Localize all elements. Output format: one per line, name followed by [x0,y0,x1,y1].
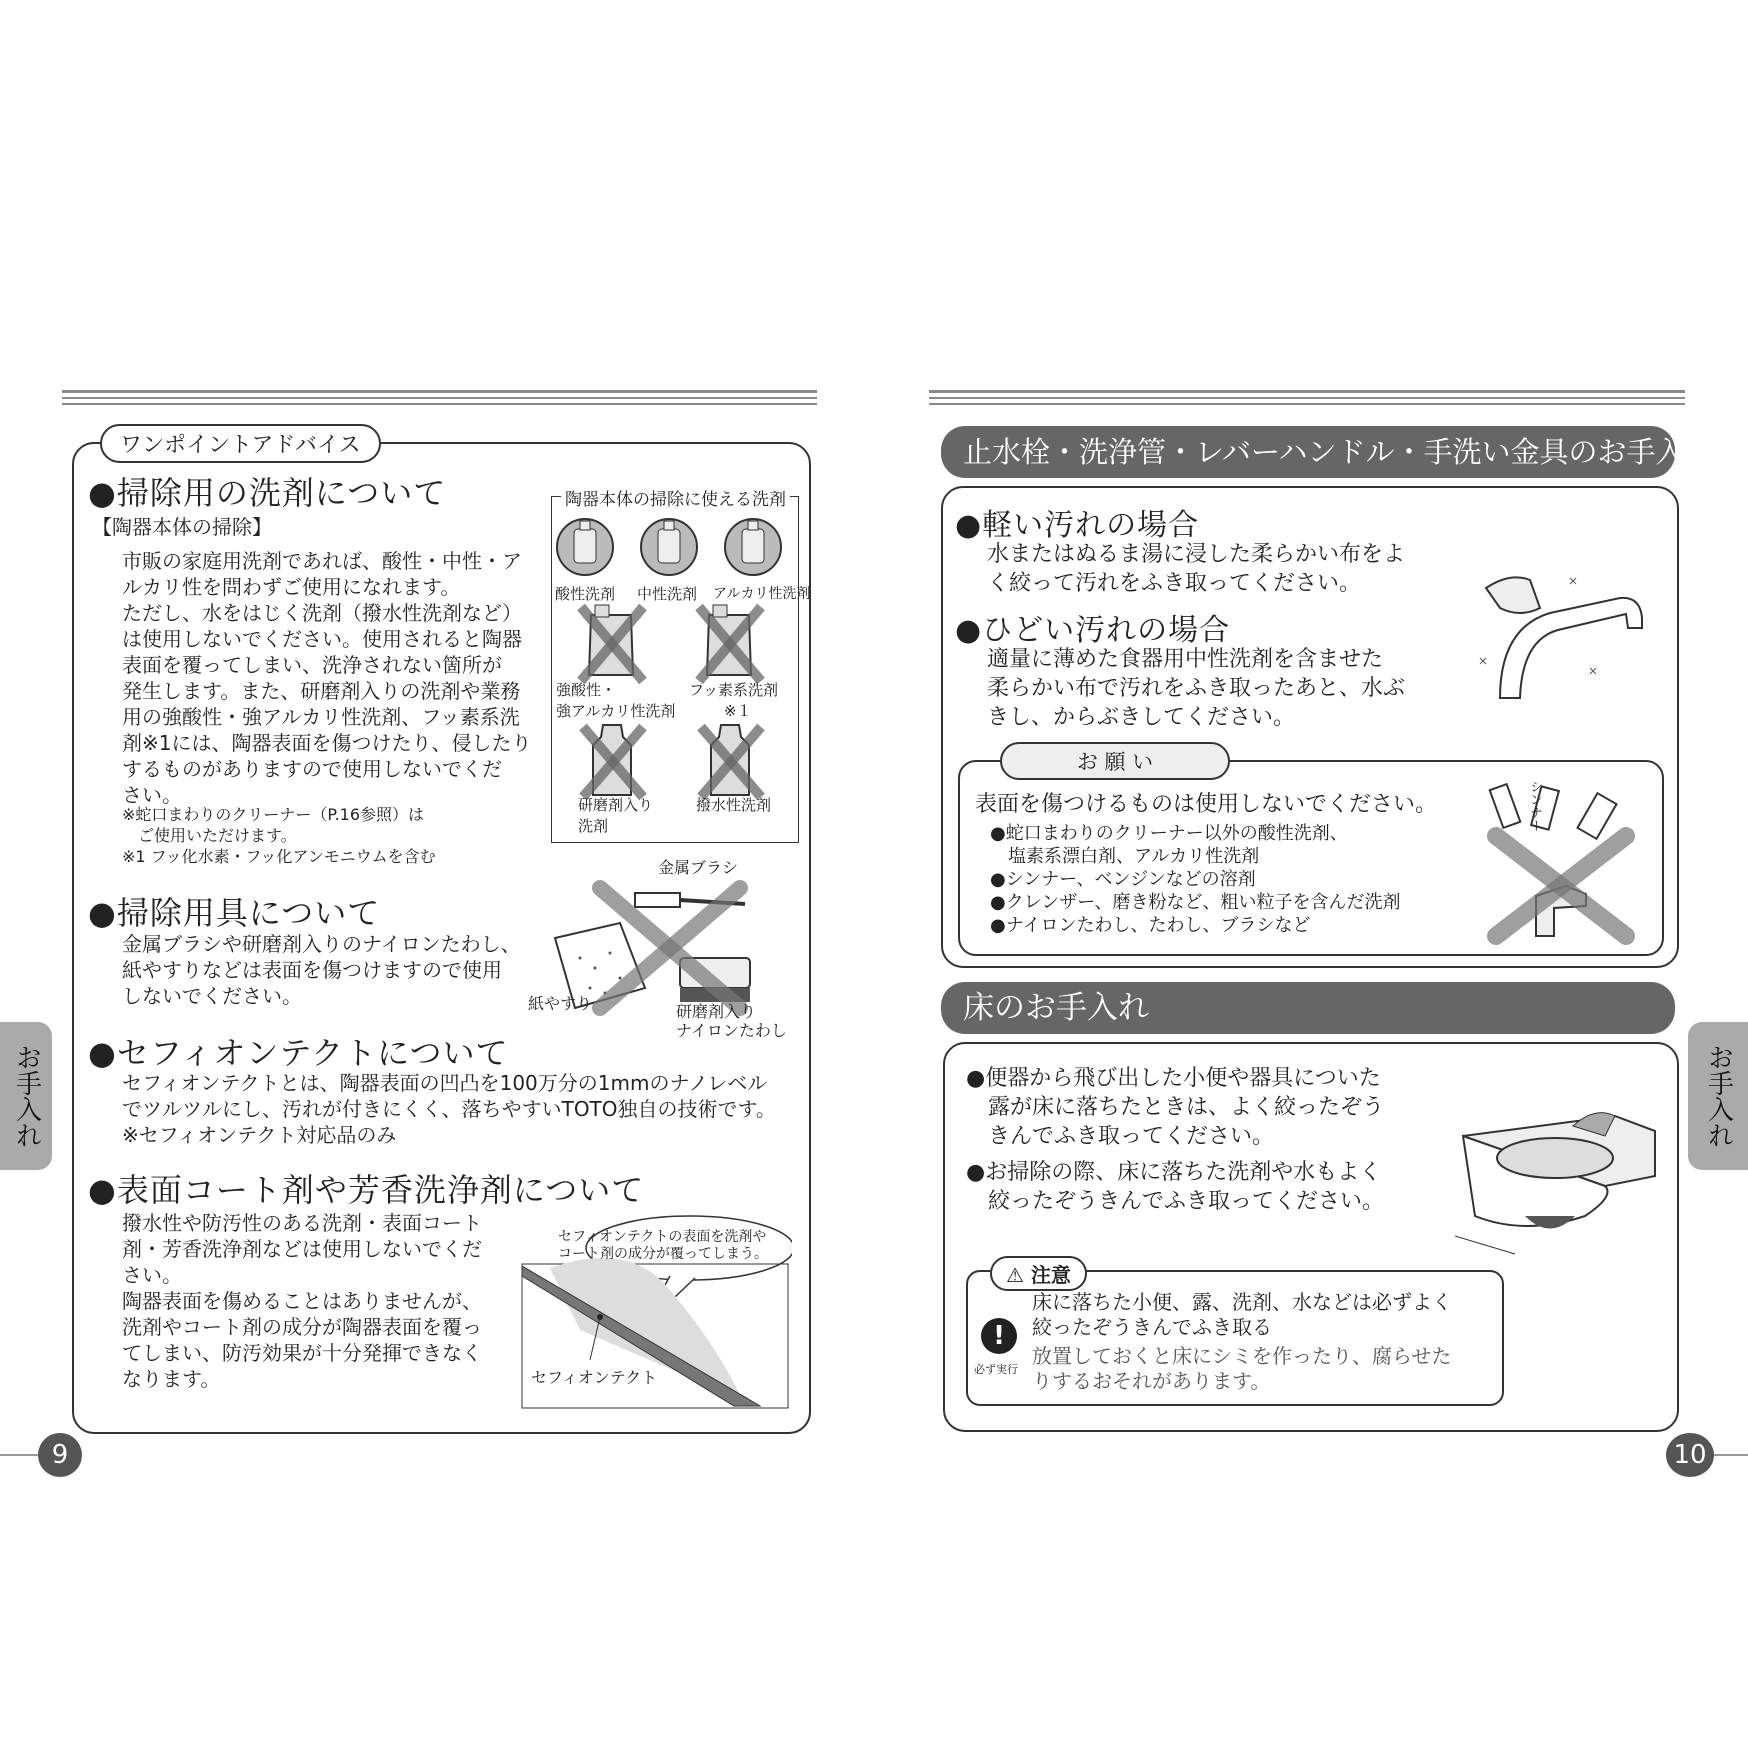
top-rule [929,390,1685,393]
neutral-detergent-icon [641,519,697,575]
fluoride-jug-icon [699,605,761,681]
coating-bubble [558,1229,768,1263]
industrial-acid-jug-icon [581,605,643,681]
text-line: 露が床に落ちたときは、よく絞ったぞう [966,1095,1385,1120]
acid-detergent-icon [557,519,613,575]
caution-bold [1032,1290,1452,1340]
text-line: 適量に薄めた食器用中性洗剤を含ませた [987,647,1384,672]
faucet-wiping-illustration [1470,568,1650,708]
bubble-line: セフィオンテクトの表面を洗剤や [558,1229,767,1245]
section-heading-coating: ●表面コート剤や芳香洗浄剤について [88,1171,645,1209]
label-metal-brush: 金属ブラシ [658,858,739,877]
label-abrasive-1: 研磨剤入り [578,796,654,814]
label-water-repellent: 撥水性洗剤 [696,796,772,814]
note-line: ご使用いただけます。 [122,826,297,845]
request-list [990,822,1401,937]
text-line: 陶器表面を傷めることはありませんが、 [122,1289,482,1313]
text-line: 用の強酸性・強アルカリ性洗剤、フッ素系洗 [122,705,520,729]
text-line: てしまい、防汚効果が十分発揮できなく [122,1341,482,1365]
detergent-icons [551,505,797,835]
text-line: 絞ったぞうきんでふき取る [1032,1315,1272,1339]
section-heading-cefiontect: ●セフィオンテクトについて [88,1034,509,1072]
text-line: 紙やすりなどは表面を傷つけますので使用 [122,958,502,982]
text-line: 絞ったぞうきんでふき取ってください。 [966,1189,1385,1214]
page-number-left: 9 [38,1433,82,1477]
bubble-line: コート剤の成分が覆ってしまう。 [558,1246,768,1262]
label-strong-acid-2: 強アルカリ性洗剤 [556,702,676,720]
text-line: 洗剤やコート剤の成分が陶器表面を覆っ [122,1315,482,1339]
list-item: ●シンナー、ベンジンなどの溶剤 [990,869,1256,890]
note-line: ※蛇口まわりのクリーナー（P.16参照）は [122,805,425,824]
text-line: しないでください。 [122,984,302,1008]
text-line: するものがありますので使用しないでくだ [122,757,502,781]
text-line: 床に落ちた小便、露、洗剤、水などは必ずよく [1032,1290,1452,1314]
text-line: 発生します。また、研磨剤入りの洗剤や業務 [122,679,521,703]
water-repellent-bottle-icon [701,725,761,797]
side-tab-right: お手入れ [1688,1022,1748,1170]
text-line: ●便器から飛び出した小便や器具についた [966,1066,1381,1091]
label-abrasive-2: 洗剤 [578,817,609,835]
detergent-text [122,548,532,808]
label-nylon-2: ナイロンたわし [676,1021,787,1040]
text-line: ただし、水をはじく洗剤（撥水性洗剤など） [122,601,522,625]
text-line: 水またはぬるま湯に浸した柔らかい布をよ [987,542,1406,567]
text-line: りするおそれがあります。 [1032,1369,1271,1393]
list-item: ●クレンザー、磨き粉など、粗い粒子を含んだ洗剤 [990,892,1401,913]
text-line: く絞って汚れをふき取ってください。 [987,571,1362,596]
heavy-dirt-text [987,645,1405,732]
label-neutral: 中性洗剤 [637,585,698,603]
page-line [0,1454,40,1456]
label-cefiontect: セフィオンテクト [531,1368,658,1387]
text-line: 剤・芳香洗浄剤などは使用しないでくだ [122,1237,482,1261]
subheading-toilet-bowl: 【陶器本体の掃除】 [92,515,272,539]
light-dirt-text [987,540,1405,598]
request-title: 表面を傷つけるものは使用しないでください。 [975,792,1438,817]
label-thinner: シンナー [1527,780,1542,832]
must-do-label: 必ず実行 [974,1363,1018,1376]
caution-tag: ⚠ 注意 [990,1256,1087,1291]
text-line: 剤※1には、陶器表面を傷つけたり、侵したり [122,731,532,755]
label-sandpaper: 紙やすり [528,994,593,1013]
text-line: 放置しておくと床にシミを作ったり、腐らせた [1032,1344,1452,1368]
text-line: 柔らかい布で汚れをふき取ったあと、水ぶ [987,676,1406,701]
heading-heavy-dirt: ●ひどい汚れの場合 [955,613,1231,648]
label-acid: 酸性洗剤 [555,585,616,603]
text-line: なります。 [122,1367,221,1391]
top-rule-2 [929,397,1685,399]
advice-tag: ワンポイントアドバイス [100,424,381,463]
heading-light-dirt: ●軽い汚れの場合 [955,508,1200,543]
coating-text [122,1210,482,1392]
text-line: 金属ブラシや研磨剤入りのナイロンたわし、 [122,932,521,956]
detergent-notes [122,804,436,867]
text-line: きし、からぶきしてください。 [987,705,1296,730]
text-line: きんでふき取ってください。 [966,1124,1275,1149]
list-item: 塩素系漂白剤、アルカリ性洗剤 [990,846,1260,867]
section-heading-detergent: ●掃除用の洗剤について [88,474,447,512]
text-line: さい。 [122,1263,182,1287]
text-line: 表面を覆ってしまい、洗浄されない箇所が [122,653,502,677]
cefiontect-text [122,1070,776,1148]
text-line: ●お掃除の際、床に落ちた洗剤や水もよく [966,1160,1382,1185]
text-line: 市販の家庭用洗剤であれば、酸性・中性・ア [122,549,522,573]
detergent-box-title: 陶器本体の掃除に使える洗剤 [561,485,790,510]
list-item: ●ナイロンたわし、たわし、ブラシなど [990,915,1311,936]
label-fluoride-1: フッ素系洗剤 [689,681,778,699]
banner-floor-care: 床のお手入れ [941,982,1675,1034]
abrasive-bottle-icon [583,725,643,797]
top-rule-2 [62,397,817,399]
tools-text [122,931,521,1009]
label-alkaline: アルカリ性洗剤 [713,586,811,602]
label-nylon-1: 研磨剤入り [676,1002,757,1021]
floor-item-2 [966,1158,1384,1216]
text-line: でツルツルにし、汚れが付きにくく、落ちやすいTOTO独自の技術です。 [122,1097,776,1121]
note-line: ※1 フッ化水素・フッ化アンモニウムを含む [122,847,436,866]
text-line: ※セフィオンテクト対応品のみ [122,1123,397,1147]
label-fluoride-2: ※１ [724,702,752,720]
text-line: ルカリ性を問わずご使用になれます。 [122,575,461,599]
request-tag: お 願 い [1000,742,1230,780]
label-strong-acid-1: 強酸性・ [556,681,617,699]
toilet-floor-illustration [1455,1086,1660,1256]
caution-normal [1032,1344,1451,1394]
exclamation-icon: ! [981,1318,1017,1354]
section-heading-tools: ●掃除用具について [88,894,381,932]
side-tab-left: お手入れ [0,1022,52,1170]
alkaline-detergent-icon [725,519,781,575]
banner-faucet-care: 止水栓・洗浄管・レバーハンドル・手洗い金具のお手入れ [941,426,1675,478]
text-line: 撥水性や防汚性のある洗剤・表面コート [122,1211,482,1235]
page-line [1710,1454,1748,1456]
prohibited-items-illustration [1476,776,1651,946]
top-rule-3 [929,403,1685,405]
top-rule-3 [62,403,817,405]
top-rule [62,390,817,393]
page-number-right: 10 [1666,1433,1714,1477]
text-line: セフィオンテクトとは、陶器表面の凹凸を100万分の1mmのナノレベル [122,1071,768,1095]
floor-item-1 [966,1064,1384,1151]
list-item: ●蛇口まわりのクリーナー以外の酸性洗剤、 [990,823,1348,844]
text-line: さい。 [122,783,182,807]
text-line: は使用しないでください。使用されると陶器 [122,627,522,651]
